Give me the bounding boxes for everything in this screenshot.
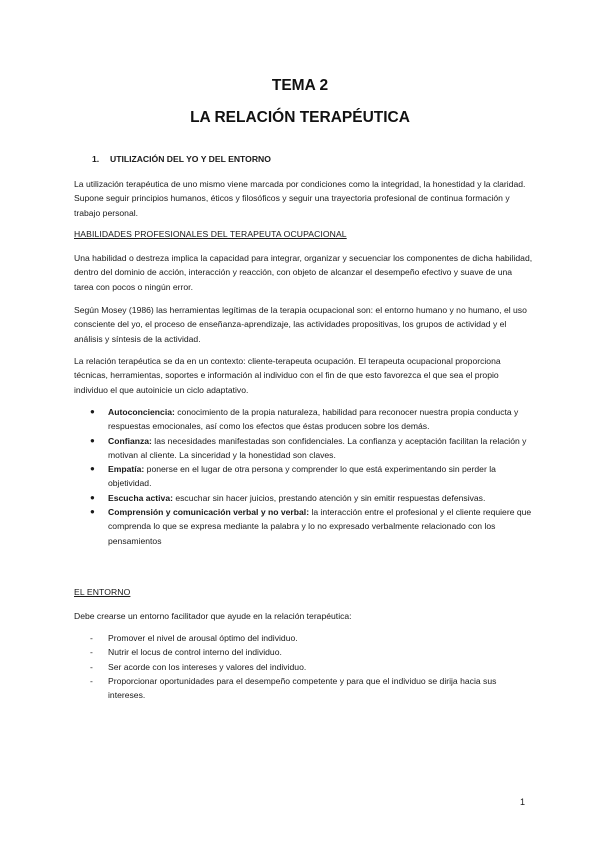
list-item-text: Promover el nivel de arousal óptimo del individuo. [108, 633, 298, 643]
habilidades-heading: HABILIDADES PROFESIONALES DEL TERAPEUTA OCUPACIONAL [74, 229, 347, 239]
list-item-text: Proporcionar oportunidades para el desempeño competente y para que el individuo se dirija hacia sus intereses. [108, 675, 497, 701]
mosey-paragraph: Según Mosey (1986) las herramientas legítimas de la terapia ocupacional son: el entorno humano y no humano, el uso consciente del yo, el proceso de enseñanza-aprendizaje, las actividades propositivas, los grupos de actividad y el análisis y síntesis de la actividad. [74, 305, 527, 344]
dash-icon: - [90, 647, 93, 658]
list-item [74, 491, 534, 505]
dash-icon: - [90, 675, 93, 686]
list-item-text: las necesidades manifestadas son confidenciales. La confianza y aceptación facilitan la relación y motivan al cliente. La sinceridad y la honestidad son claves. [108, 435, 527, 460]
list-item [74, 645, 534, 659]
intro-paragraph: La utilización terapéutica de uno mismo viene marcada por condiciones como la integridad, la honestidad y la claridad. Supone seguir principios humanos, éticos y filosóficos y seguir una trayectoria profesional de continua formación y trabajo personal. [74, 179, 526, 218]
dash-icon: - [90, 661, 93, 672]
list-item-term: Autoconciencia: [108, 407, 175, 417]
list-item-term: Empatía: [108, 464, 145, 475]
list-item-term: Confianza: [108, 435, 152, 446]
list-item-text: ponerse en el lugar de otra persona y comprender lo que está experimentando sin perder la objetividad. [108, 464, 496, 489]
section-heading [92, 154, 271, 164]
bullet-icon: ● [90, 435, 95, 445]
list-item-text: la interacción entre el profesional y el cliente requiere que comprenda lo que se expresa mediante la palabra y lo no expresado verbalmente relacionado con los pensamientos [108, 507, 532, 546]
skills-list [74, 405, 534, 548]
section-title: UTILIZACIÓN DEL YO Y DEL ENTORNO [110, 154, 271, 164]
list-item [74, 462, 534, 491]
list-item-text: Ser acorde con los intereses y valores del individuo. [108, 661, 307, 672]
bullet-icon: ● [90, 507, 95, 517]
bullet-icon: ● [90, 407, 95, 416]
list-item [74, 631, 534, 645]
list-item-text: escuchar sin hacer juicios, prestando atención y sin emitir respuestas defensivas. [172, 492, 486, 503]
relacion-paragraph: La relación terapéutica se da en un contexto: cliente-terapeuta ocupación. El terapeuta ocupacional proporciona técnicas, herramientas, soportes e información al individuo con el fin de que esto favorezca el que sea el propio individuo el que autoinicie un ciclo adaptativo. [74, 356, 501, 395]
list-item-term: Comprensión y comunicación verbal y no verbal: [108, 507, 310, 518]
list-item [74, 434, 534, 463]
document-title: TEMA 2 [271, 77, 329, 94]
bullet-icon: ● [90, 464, 95, 474]
list-item [74, 674, 534, 703]
list-item [74, 405, 534, 434]
page-number: 1 [520, 797, 526, 807]
entorno-heading: EL ENTORNO [74, 587, 131, 597]
list-item-text: Nutrir el locus de control interno del individuo. [108, 647, 282, 658]
entorno-list [74, 631, 534, 702]
entorno-intro: Debe crearse un entorno facilitador que ayude en la relación terapéutica: [74, 611, 352, 621]
dash-icon: - [90, 633, 93, 643]
habilidad-paragraph: Una habilidad o destreza implica la capacidad para integrar, organizar y secuenciar los componentes de dicha habilidad, dentro del dominio de acción, interacción y reacción, con objeto de alcanzar el desempeño efectivo y suave de una tarea con pocos o ningún error. [74, 253, 533, 292]
list-item [74, 660, 534, 674]
section-number: 1. [92, 154, 100, 164]
list-item-text: conocimiento de la propia naturaleza, habilidad para reconocer nuestra propia conducta y respuestas emocionales, así como los efectos que éstas producen sobre los demás. [108, 407, 519, 432]
bullet-icon: ● [90, 492, 95, 502]
list-item-term: Escucha activa: [108, 492, 173, 503]
list-item [74, 505, 534, 548]
document-subtitle: LA RELACIÓN TERAPÉUTICA [190, 109, 410, 126]
